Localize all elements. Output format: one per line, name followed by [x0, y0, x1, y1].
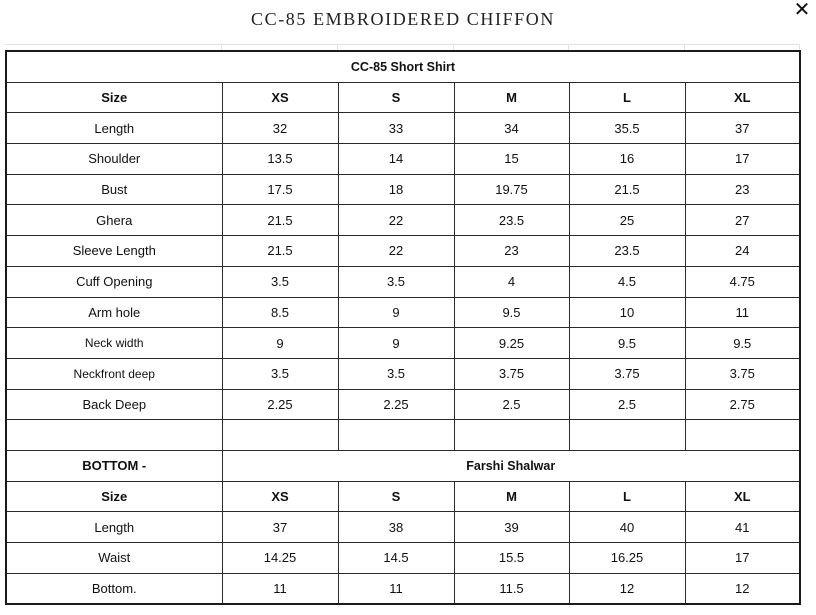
column-header: M [454, 82, 569, 113]
table-cell: 16.25 [569, 543, 685, 574]
row-label: Length [6, 113, 222, 144]
row-label: Sleeve Length [6, 236, 222, 267]
table-cell: 4 [454, 266, 569, 297]
table-cell: 9.5 [569, 328, 685, 359]
table-cell: 17 [685, 543, 800, 574]
table-cell: 12 [685, 573, 800, 604]
table-row [6, 174, 800, 205]
empty-cell [685, 420, 800, 451]
table-cell: 9 [338, 328, 454, 359]
table-cell: 19.75 [454, 174, 569, 205]
column-header: Size [6, 82, 222, 113]
table-cell: 3.75 [454, 358, 569, 389]
table-row [6, 144, 800, 175]
table-cell: 34 [454, 113, 569, 144]
table-cell: 13.5 [222, 144, 338, 175]
table-cell: 3.5 [338, 358, 454, 389]
column-header: XS [222, 481, 338, 512]
shirt-title-row [6, 51, 800, 82]
table-cell: 2.25 [222, 389, 338, 420]
column-header: XL [685, 481, 800, 512]
column-header: XL [685, 82, 800, 113]
table-cell: 9.5 [454, 297, 569, 328]
shirt-header-row [6, 82, 800, 113]
row-label: Ghera [6, 205, 222, 236]
table-cell: 23.5 [569, 236, 685, 267]
empty-cell [338, 420, 454, 451]
table-row [6, 266, 800, 297]
table-row [6, 543, 800, 574]
bottom-section-title: Farshi Shalwar [222, 450, 800, 481]
table-cell: 27 [685, 205, 800, 236]
table-cell: 38 [338, 512, 454, 543]
table-row [6, 358, 800, 389]
table-cell: 24 [685, 236, 800, 267]
table-cell: 23 [454, 236, 569, 267]
row-label: Length [6, 512, 222, 543]
empty-cell [569, 420, 685, 451]
table-cell: 16 [569, 144, 685, 175]
table-cell: 2.5 [454, 389, 569, 420]
table-cell: 23.5 [454, 205, 569, 236]
row-label: Arm hole [6, 297, 222, 328]
table-cell: 37 [685, 113, 800, 144]
close-icon[interactable]: ✕ [793, 0, 811, 21]
table-cell: 15.5 [454, 543, 569, 574]
table-row [6, 328, 800, 359]
empty-cell [6, 420, 222, 451]
table-cell: 12 [569, 573, 685, 604]
page-title: CC-85 EMBROIDERED CHIFFON [250, 9, 556, 29]
table-cell: 2.5 [569, 389, 685, 420]
table-row [6, 573, 800, 604]
table-row [6, 512, 800, 543]
table-cell: 8.5 [222, 297, 338, 328]
table-cell: 25 [569, 205, 685, 236]
table-cell: 37 [222, 512, 338, 543]
table-cell: 22 [338, 205, 454, 236]
empty-cell [454, 420, 569, 451]
table-cell: 11 [685, 297, 800, 328]
table-cell: 9 [338, 297, 454, 328]
table-cell: 41 [685, 512, 800, 543]
table-cell: 21.5 [569, 174, 685, 205]
spacer-row [6, 420, 800, 451]
table-cell: 3.5 [222, 266, 338, 297]
row-label: Neck width [6, 328, 222, 359]
table-cell: 22 [338, 236, 454, 267]
table-cell: 9 [222, 328, 338, 359]
column-header: L [569, 481, 685, 512]
row-label: Bottom. [6, 573, 222, 604]
table-cell: 4.5 [569, 266, 685, 297]
table-cell: 17.5 [222, 174, 338, 205]
table-cell: 3.5 [338, 266, 454, 297]
table-cell: 2.75 [685, 389, 800, 420]
table-cell: 40 [569, 512, 685, 543]
table-cell: 15 [454, 144, 569, 175]
table-cell: 9.5 [685, 328, 800, 359]
shirt-section-title: CC-85 Short Shirt [6, 51, 800, 82]
table-cell: 11.5 [454, 573, 569, 604]
table-cell: 39 [454, 512, 569, 543]
table-cell: 17 [685, 144, 800, 175]
table-row [6, 236, 800, 267]
table-cell: 11 [222, 573, 338, 604]
table-cell: 33 [338, 113, 454, 144]
empty-cell [222, 420, 338, 451]
row-label: Waist [6, 543, 222, 574]
row-label: Shoulder [6, 144, 222, 175]
table-cell: 4.75 [685, 266, 800, 297]
table-row [6, 205, 800, 236]
row-label: Back Deep [6, 389, 222, 420]
size-chart-table [5, 50, 801, 605]
table-cell: 32 [222, 113, 338, 144]
table-cell: 35.5 [569, 113, 685, 144]
column-header: M [454, 481, 569, 512]
table-row [6, 113, 800, 144]
table-cell: 18 [338, 174, 454, 205]
table-cell: 21.5 [222, 205, 338, 236]
row-label: Bust [6, 174, 222, 205]
table-cell: 3.5 [222, 358, 338, 389]
table-row [6, 389, 800, 420]
column-header: S [338, 481, 454, 512]
table-cell: 11 [338, 573, 454, 604]
table-cell: 9.25 [454, 328, 569, 359]
bottom-section-label: BOTTOM - [6, 450, 222, 481]
table-cell: 21.5 [222, 236, 338, 267]
table-cell: 3.75 [569, 358, 685, 389]
table-row [6, 297, 800, 328]
column-header: L [569, 82, 685, 113]
table-cell: 10 [569, 297, 685, 328]
column-header: S [338, 82, 454, 113]
row-label: Cuff Opening [6, 266, 222, 297]
column-header: XS [222, 82, 338, 113]
table-cell: 23 [685, 174, 800, 205]
table-cell: 3.75 [685, 358, 800, 389]
bottom-title-row [6, 450, 800, 481]
column-header: Size [6, 481, 222, 512]
table-cell: 14 [338, 144, 454, 175]
table-cell: 2.25 [338, 389, 454, 420]
table-cell: 14.5 [338, 543, 454, 574]
row-label: Neckfront deep [6, 358, 222, 389]
table-cell: 14.25 [222, 543, 338, 574]
bottom-header-row [6, 481, 800, 512]
